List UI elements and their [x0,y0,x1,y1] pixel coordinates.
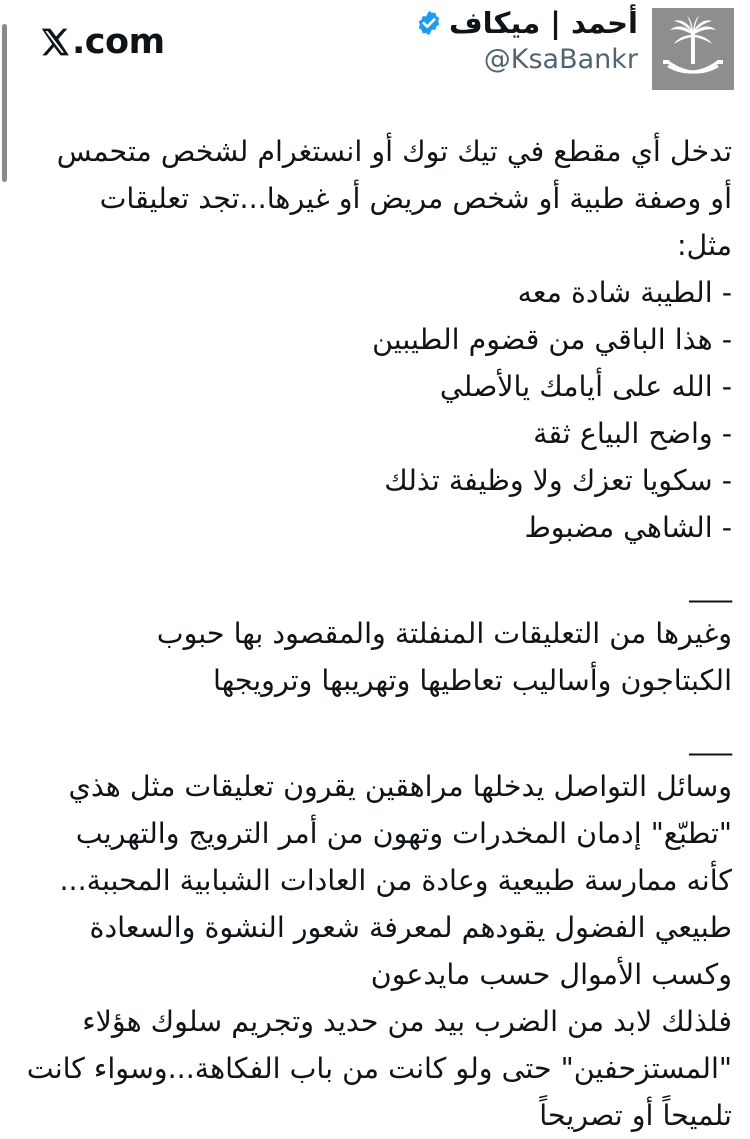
comment-list-item: - الله على أيامك يالأصلي [439,370,732,403]
comment-list-item: - الطيبة شادة معه [517,276,732,309]
paragraph-line: تلميحاً أو تصريحاً [539,1099,732,1132]
paragraph-line: فلذلك لابد من الضرب بيد من حديد وتجريم سلوك هؤلاء [82,1005,732,1038]
author-name-row [415,6,638,40]
palm-swords-emblem-icon [652,8,734,90]
comment-list-item: - الشاهي مضبوط [524,511,732,544]
section-separator: ___ [689,723,732,756]
comment-list-item: - واضح البياع ثقة [533,417,732,450]
verified-badge-icon [415,9,443,37]
x-com-logo[interactable] [38,22,165,62]
comment-list-item: - سكويا تعزك ولا وظيفة تذلك [384,464,732,497]
paragraph-line: "تطبّع" إدمان المخدرات وتهون من أمر الترويج والتهريب [75,817,732,850]
tweet-text [22,128,732,1139]
intro-line: أو وصفة طبية أو شخص مريض أو غيرها...تجد تعليقات [99,182,732,215]
tweet-header [0,0,750,96]
author-identity[interactable] [415,6,638,75]
paragraph-line: وسائل التواصل يدخلها مراهقين يقرون تعليقات مثل هذي [68,770,732,803]
author-handle[interactable]: @KsaBankr [483,44,638,75]
paragraph-line: وغيرها من التعليقات المنفلتة والمقصود بها حبوب [156,617,732,650]
logo-domain-text: .com [72,22,165,62]
paragraph-line: وكسب الأموال حسب مايدعون [370,958,732,991]
author-display-name[interactable]: أحمد | ميكاف [448,6,638,40]
paragraph-line: الكبتاجون وأساليب تعاطيها وتهريبها وترويجها [213,664,732,697]
paragraph-line: طبيعي الفضول يقودهم لمعرفة شعور النشوة والسعادة [89,911,732,944]
paragraph-line: "المستزحفين" حتى ولو كانت من باب الفكاهة...وسواء كانت [26,1052,732,1085]
comment-list-item: - هذا الباقي من قضوم الطيبين [372,323,732,356]
intro-line: تدخل أي مقطع في تيك توك أو انستغرام لشخص متحمس [56,135,732,168]
intro-line: مثل: [676,229,732,262]
section-separator: ___ [689,570,732,603]
paragraph-line: كأنه ممارسة طبيعية وعادة من العادات الشبابية المحببة... [59,864,732,897]
x-logo-icon [38,26,70,58]
author-avatar[interactable] [652,8,734,90]
